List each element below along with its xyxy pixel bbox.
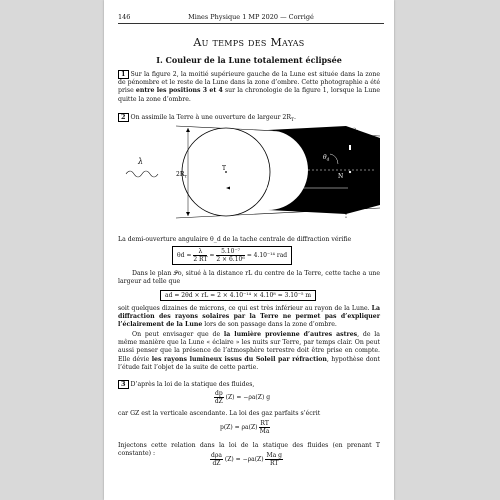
lambda-label: λ: [138, 157, 144, 166]
height-label: $2R_T$: [176, 171, 188, 179]
page-header: [118, 13, 384, 24]
inject-paragraph: Injectons cette relation dans la loi de la statique des fluides (en prenant T constante) :: [118, 442, 380, 458]
equation-density: $\frac{\text{dρa}}{dZ}$ (Z) = −ρa(Z) $\frac{\text{Ma g}}{RT}$: [211, 452, 282, 467]
question-2: 2 On assimile la Terre à une ouverture de largeur $2R_T$.: [118, 113, 380, 125]
point-n: [349, 171, 352, 174]
plane-paragraph: Dans le plan 𝒫o, situé à la distance rL du centre de la Terre, cette tache a une largeur ad telle que: [118, 270, 380, 286]
question-number: 2: [118, 113, 129, 122]
center-t-label: T: [222, 165, 227, 172]
width-label: $a_d$: [354, 147, 361, 155]
shadow-cone: [346, 126, 380, 214]
question-1: 1 Sur la figure 2, la moitié supérieure gauche de la Lune est située dans la zone de pénombre et le reste de la Lune dans la zone d’ombre. Cette photographie a été prise entre les positions 3 et 4 sur la chronologie de la figure 1, lorsque la Lune quitte la zone d’ombre.: [118, 70, 381, 103]
page-number: 146: [118, 13, 131, 21]
umbra: [268, 126, 346, 214]
running-title: Mines Physique 1 MP 2020 — Corrigé: [188, 13, 314, 21]
result-paragraph: soit quelques dizaines de microns, ce qui est très inférieur au rayon de la Lune. La diffraction des rayons solaires par la Terre ne permet pas d’expliquer l’éclairement de la Lune lors de son passage dans la zone d’ombre.: [118, 305, 380, 329]
angle-label: $\theta_d$: [323, 154, 330, 162]
equation-gas-law: p(Z) = ρa(Z) $\frac{RT}{Ma}$: [220, 420, 270, 435]
chapter-title: Au temps des Mayas: [193, 36, 305, 49]
half-angle-paragraph: La demi-ouverture angulaire θ_d de la tache centrale de diffraction vérifie: [118, 236, 352, 243]
point-n-label: N: [338, 173, 344, 180]
section-heading: I. Couleur de la Lune totalement éclipsée: [156, 55, 342, 65]
question-number: 3: [118, 380, 129, 389]
document-page: [104, 0, 394, 500]
diffraction-figure: [118, 122, 380, 232]
gas-law-paragraph: car GZ est la verticale ascendante. La loi des gaz parfaits s’écrit: [118, 410, 321, 417]
question-3: 3 D’après la loi de la statique des fluides,: [118, 380, 380, 389]
stars-paragraph: On peut envisager que de la lumière provienne d’autres astres, de la même manière que la Lune « éclaire » les nuits sur Terre, par temps clair. On peut aussi penser que la présence de l’atmosphère terrestre doit être prise en compte. Elle dévie les rayons lumineux issus du Soleil par réfraction, hypothèse dont l’étude fait l’objet de la suite de cette partie.: [118, 331, 380, 371]
distance-label: $r_L$: [280, 179, 286, 187]
question-number: 1: [118, 70, 129, 79]
incident-wave: [126, 171, 158, 177]
equation-angle: θd ≃ $\frac{\lambda}{2 RT}$ ≃ $\frac{\text{5.10⁻⁷}}{\text{2 × 6.10⁶}}$ ≃ 4.10⁻¹⁴ rad: [172, 246, 292, 265]
equation-statics: $\frac{dp}{dZ}$ (Z) = −ρa(Z) g: [214, 390, 271, 405]
equation-width: ad = 2θd × rL ≃ 2 × 4.10⁻¹⁴ × 4.10⁸ ≃ 3.10⁻⁵ m: [160, 290, 316, 301]
plane-label: 𝒫$_o$: [350, 127, 357, 135]
